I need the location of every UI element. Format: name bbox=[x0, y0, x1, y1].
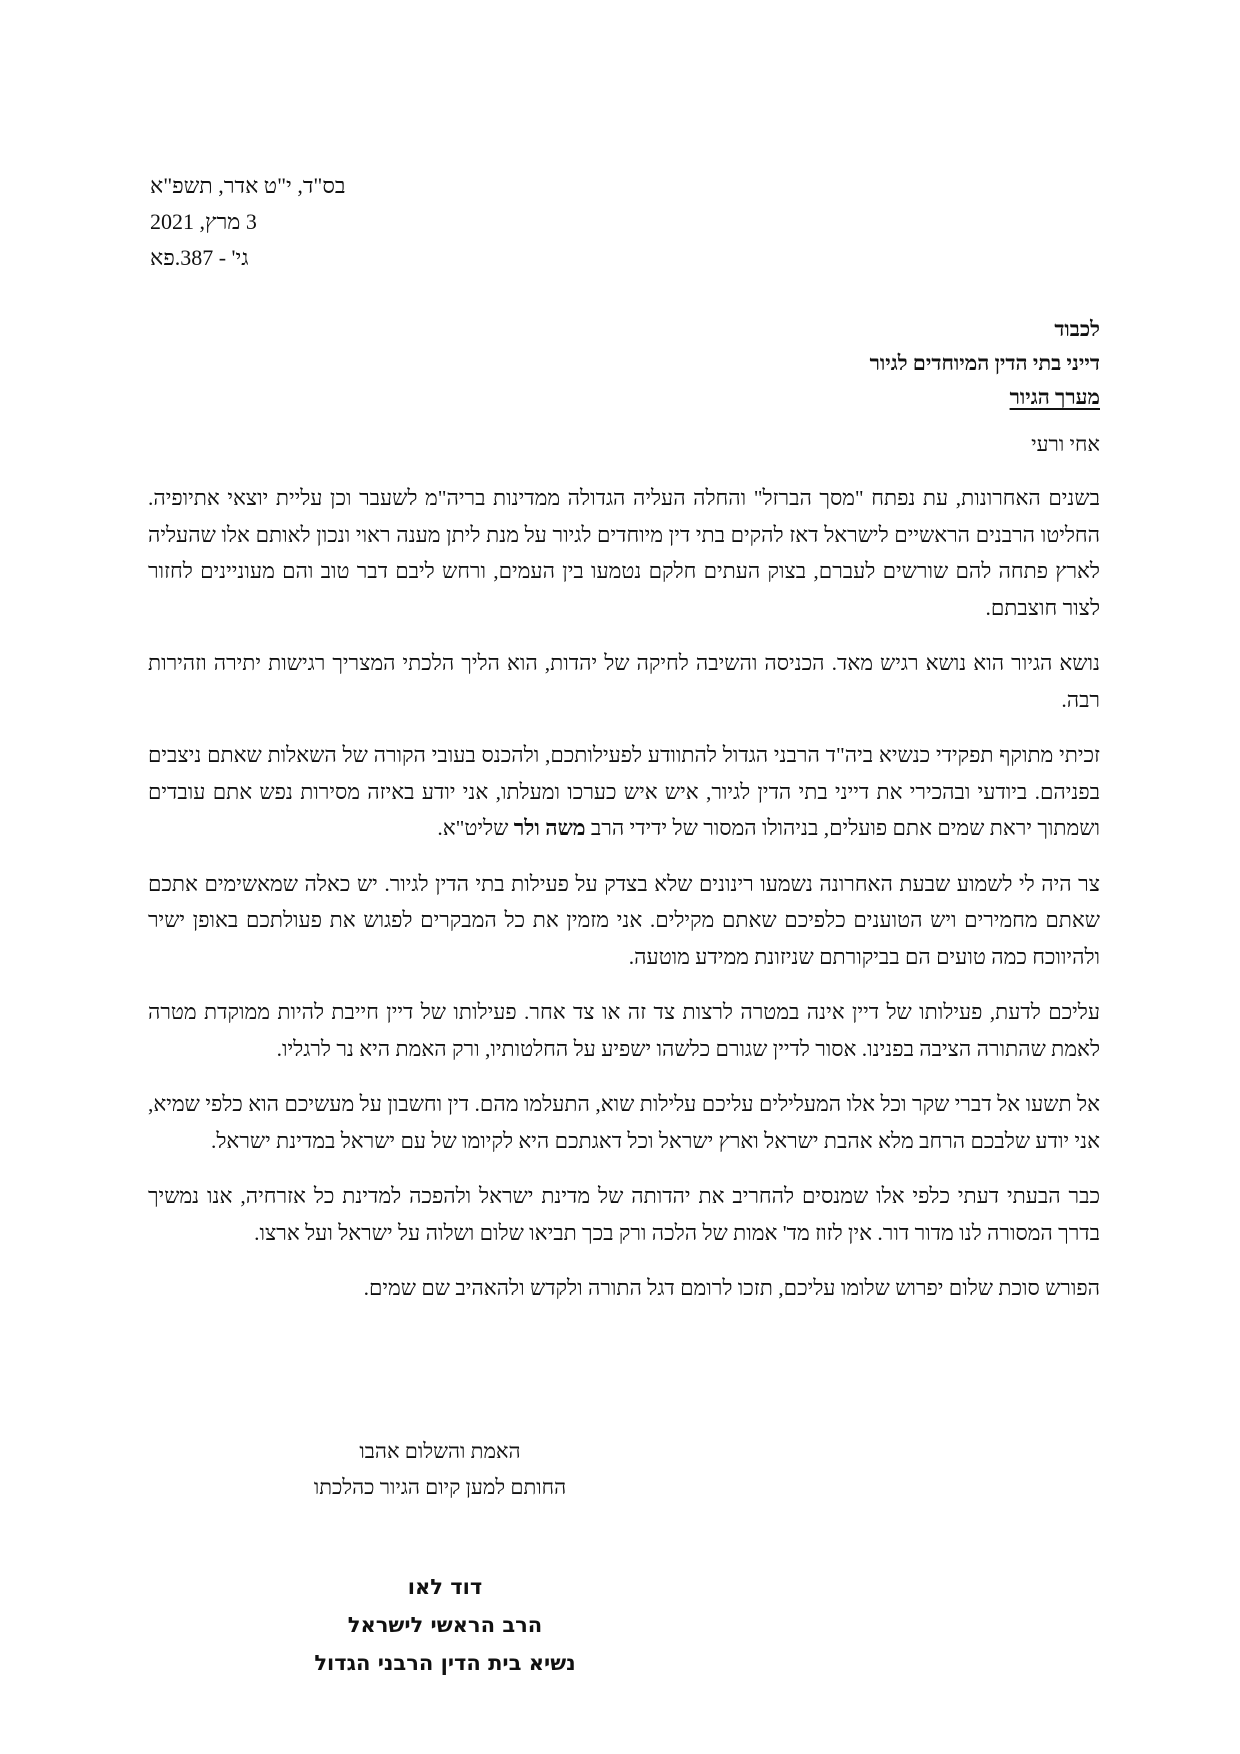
closing-line-2: החותם למען קיום הגיור כהלכתו bbox=[313, 1475, 567, 1499]
letter-body bbox=[148, 480, 1100, 1326]
addressee-salutation: לכבוד bbox=[1054, 317, 1100, 341]
signature-block bbox=[290, 1568, 600, 1682]
closing-line-1: האמת והשלום אהבו bbox=[359, 1439, 521, 1463]
reference-number: גי' - 387.פא bbox=[150, 245, 249, 270]
gregorian-date: 3 מרץ, 2021 bbox=[150, 209, 257, 234]
paragraph-1: בשנים האחרונות, עת נפתח "מסך הברזל" והחלה העליה הגדולה ממדינות בריה"מ לשעבר וכן עליית יוצאי אתיופיה. החליטו הרבנים הראשיים לישראל דאז להקים בתי דין מיוחדים לגיור על מנת ליתן מענה ראוי ונכון לאותם אלו שהעליה לארץ פתחה להם שורשים לעברם, בצוק העתים חלקם נטמעו בין העמים, ורחש ליבם דבר טוב והם מעוניינים לחזור לצור חוצבתם. bbox=[148, 486, 1100, 620]
signatory-name: דוד לאו bbox=[407, 1575, 483, 1599]
closing-block bbox=[290, 1433, 590, 1505]
addressee-block bbox=[500, 312, 1100, 414]
signatory-title-2: נשיא בית הדין הרבני הגדול bbox=[314, 1651, 576, 1675]
greeting: אחי ורעי bbox=[1031, 432, 1100, 456]
paragraph-2: נושא הגיור הוא נושא רגיש מאד. הכניסה והשיבה לחיקה של יהדות, הוא הליך הלכתי המצריך רגישות יתירה וזהירות רבה. bbox=[148, 651, 1100, 712]
addressee-department: מערך הגיור bbox=[1009, 385, 1100, 409]
paragraph-5: עליכם לדעת, פעילותו של דיין אינה במטרה לרצות צד זה או צד אחר. פעילותו של דיין חייבת להיות ממוקדת מטרה לאמת שהתורה הציבה בפנינו. אסור לדיין שגורם כלשהו ישפיע על החלטותיו, ורק האמת היא נר לרגליו. bbox=[148, 1000, 1100, 1061]
paragraph-6: אל תשעו אל דברי שקר וכל אלו המעלילים עליכם עלילות שוא, התעלמו מהם. דין וחשבון על מעשיכם הוא כלפי שמיא, אני יודע שלבכם הרחב מלא אהבת ישראל וארץ ישראל וכל דאגתכם היא לקיומו של עם ישראל במדינת ישראל. bbox=[148, 1092, 1100, 1153]
paragraph-3-end: שליט"א. bbox=[437, 816, 514, 840]
date-block bbox=[150, 168, 450, 276]
paragraph-3-text: זכיתי מתוקף תפקידי כנשיא ביה"ד הרבני הגדול להתוודע לפעילותכם, ולהכנס בעובי הקורה של השאלות שאתם ניצבים בפניהם. ביודעי ובהכירי את דייני בתי הדין לגיור, איש איש כערכו ומעלתו, אני יודע באיזה מסירות נפש אתם עובדים ושמתוך יראת שמים אתם פועלים, בניהולו המסור של ידידי הרב bbox=[148, 743, 1100, 840]
paragraph-3 bbox=[148, 737, 1100, 847]
paragraph-7: כבר הבעתי דעתי כלפי אלו שמנסים להחריב את יהדותה של מדינת ישראל ולהפכה למדינת כל אזרחיה, אנו נמשיך בדרך המסורה לנו מדור דור. אין לזוז מד' אמות של הלכה ורק בכך תביאו שלום ושלוה על ישראל ועל ארצו. bbox=[148, 1184, 1100, 1245]
signatory-title-1: הרב הראשי לישראל bbox=[347, 1613, 543, 1637]
hebrew-date: בס"ד, י"ט אדר, תשפ"א bbox=[150, 173, 346, 198]
paragraph-8: הפורש סוכת שלום יפרוש שלומו עליכם, תזכו לרומם דגל התורה ולקדש ולהאהיב שם שמים. bbox=[363, 1276, 1100, 1300]
addressee-recipients: דייני בתי הדין המיוחדים לגיור bbox=[869, 351, 1100, 375]
paragraph-3-bold-name: משה ולר bbox=[513, 816, 586, 840]
paragraph-4: צר היה לי לשמוע שבעת האחרונה נשמעו רינונים שלא בצדק על פעילות בתי הדין לגיור. יש כאלה שמאשימים אתכם שאתם מחמירים ויש הטוענים כלפיכם שאתם מקילים. אני מזמין את כל המבקרים לפגוש את פעולתכם באופן ישיר ולהיווכח כמה טועים הם בביקורתם שניזונת ממידע מוטעה. bbox=[148, 871, 1100, 969]
